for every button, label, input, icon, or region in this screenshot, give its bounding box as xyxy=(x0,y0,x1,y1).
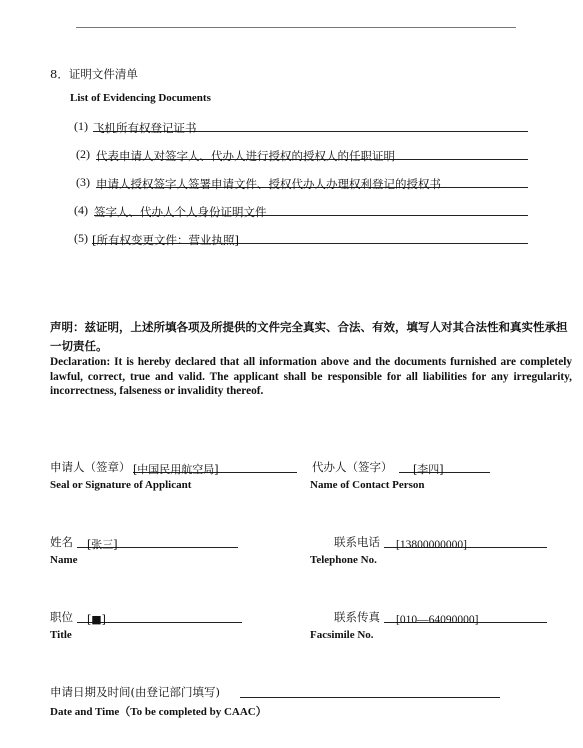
telephone-label-en: Telephone No. xyxy=(310,554,377,566)
fax-field[interactable] xyxy=(384,608,547,626)
date-field[interactable] xyxy=(240,683,500,698)
telephone-label-cn: 联系电话 xyxy=(334,535,380,549)
date-label-en: Date and Time（To be completed by CAAC） xyxy=(50,706,267,718)
declaration-en: Declaration: It is hereby declared that all information above and the documents furnished are completely lawful, correct, true and valid. The applicant shall be responsible for all liabilities for any irregularity, incorrectness, falseness or invalidity thereof. xyxy=(50,356,572,397)
item-number: (3) xyxy=(76,175,90,189)
list-item xyxy=(92,229,528,247)
date-label-cn: 申请日期及时间(由登记部门填写) xyxy=(50,685,220,699)
item-number: (5) xyxy=(74,231,88,245)
contact-field[interactable] xyxy=(399,458,490,476)
name-label-en: Name xyxy=(50,554,78,566)
contact-value: [李四] xyxy=(413,463,444,476)
item-text: 申请人授权签字人签署申请文件、授权代办人办理权利登记的授权书 xyxy=(96,177,441,191)
list-item xyxy=(96,173,528,191)
title-field[interactable] xyxy=(77,608,242,626)
name-label-cn: 姓名 xyxy=(50,535,73,549)
applicant-label-cn: 申请人（签章） xyxy=(50,460,131,474)
top-divider xyxy=(76,27,516,28)
title-label-cn: 职位 xyxy=(50,610,73,624)
list-item xyxy=(96,145,528,163)
item-number: (4) xyxy=(74,203,88,217)
contact-label-en: Name of Contact Person xyxy=(310,479,425,491)
telephone-value: [13800000000] xyxy=(396,539,467,551)
name-value: [张三] xyxy=(87,538,118,551)
title-value: [■] xyxy=(87,613,106,626)
telephone-field[interactable] xyxy=(384,533,547,551)
section-title-en: List of Evidencing Documents xyxy=(70,92,211,104)
item-number: (2) xyxy=(76,147,90,161)
item-text: 签字人、代办人个人身份证明文件 xyxy=(94,205,267,219)
applicant-field[interactable] xyxy=(133,458,297,476)
item-number: (1) xyxy=(74,119,88,133)
item-text: 飞机所有权登记证书 xyxy=(93,121,197,135)
section-heading xyxy=(50,66,138,82)
contact-label-cn: 代办人（签字） xyxy=(312,460,393,474)
list-item xyxy=(94,201,528,219)
fax-label-cn: 联系传真 xyxy=(334,610,380,624)
list-item xyxy=(93,117,528,135)
item-text: 代表申请人对签字人、代办人进行授权的授权人的任职证明 xyxy=(96,149,395,163)
declaration-cn: 声明：兹证明，上述所填各项及所提供的文件完全真实、合法、有效，填写人对其合法性和真实性承担一切责任。 xyxy=(50,320,568,353)
title-label-en: Title xyxy=(50,629,72,641)
fax-value: [010—64090000] xyxy=(396,614,479,626)
section-number: 8． xyxy=(50,67,69,81)
item-text: [所有权变更文件：营业执照] xyxy=(92,233,239,247)
fax-label-en: Facsimile No. xyxy=(310,629,374,641)
name-field[interactable] xyxy=(77,533,238,551)
applicant-label-en: Seal or Signature of Applicant xyxy=(50,479,192,491)
section-title-cn: 证明文件清单 xyxy=(68,67,138,81)
applicant-value: [中国民用航空局] xyxy=(133,463,219,476)
